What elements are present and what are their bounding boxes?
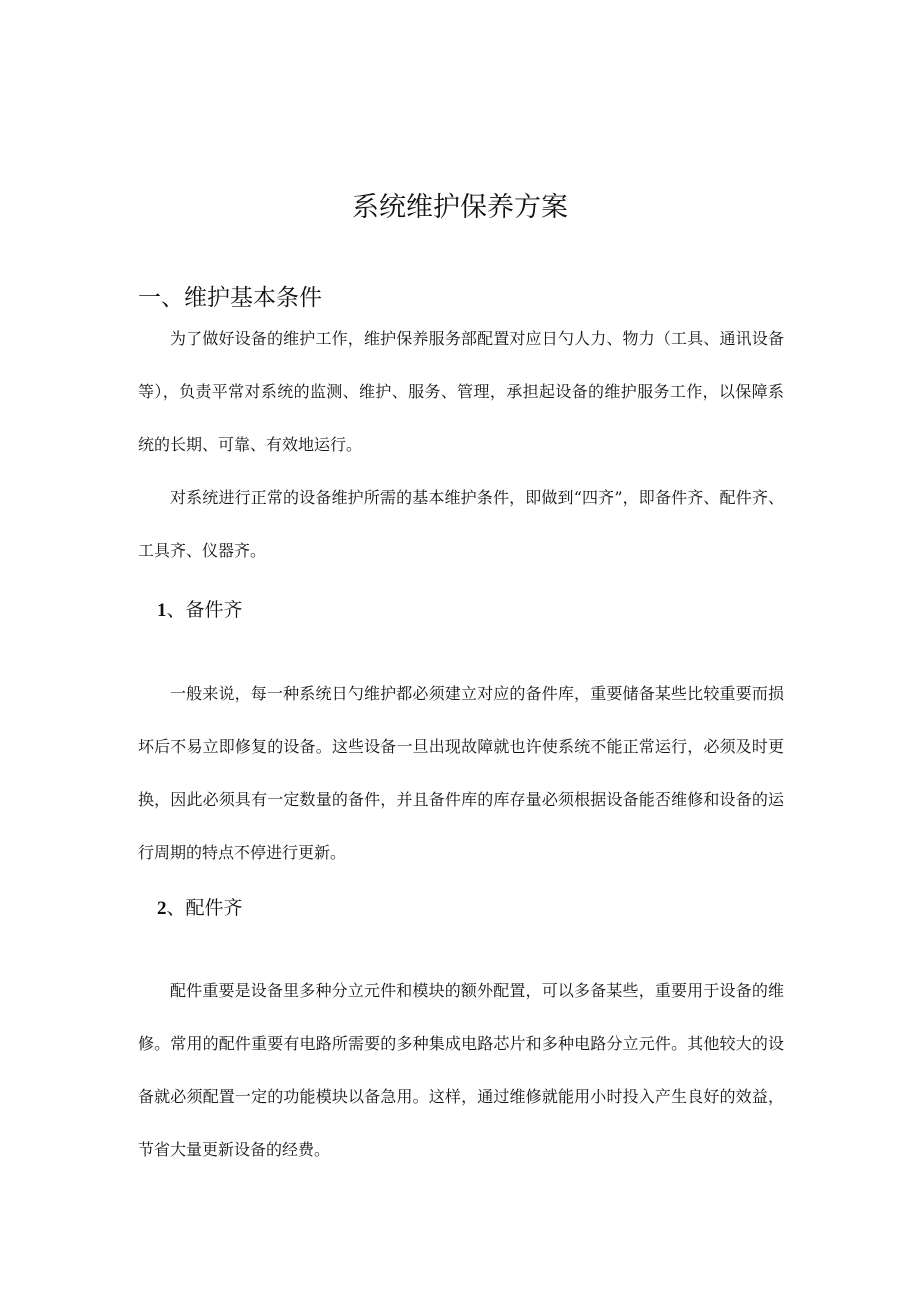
subsection-title-1: 、备件齐 <box>166 599 243 621</box>
subsection-paragraph-1: 一般来说，每一种系统日勺维护都必须建立对应的备件库，重要储备某些比较重要而损坏后不易立即修复的设备。这些设备一旦出现故障就也许使系统不能正常运行，必须及时更换，因此必须具有一定数量的备件，并且备件库的库存量必须根据设备能否维修和设备的运行周期的特点不停进行更新。 <box>138 684 784 862</box>
subsection-number-2: 2 <box>157 898 167 919</box>
section-heading: 一、维护基本条件 <box>138 285 322 311</box>
subsection-heading-1 <box>157 596 243 625</box>
section-paragraph-2: 对系统进行正常的设备维护所需的基本维护条件，即做到“四齐”，即备件齐、配件齐、工具齐、仪器齐。 <box>138 488 784 560</box>
subsection-number-1: 1 <box>157 600 167 621</box>
subsection-paragraph-2: 配件重要是设备里多种分立元件和模块的额外配置，可以多备某些，重要用于设备的维修。常用的配件重要有电路所需要的多种集成电路芯片和多种电路分立元件。其他较大的设备就必须配置一定的功能模块以备急用。这样，通过维修就能用小时投入产生良好的效益，节省大量更新设备的经费。 <box>138 981 784 1159</box>
subsection-heading-2 <box>157 894 243 923</box>
document-title: 系统维护保养方案 <box>352 192 568 223</box>
section-paragraph-1: 为了做好设备的维护工作，维护保养服务部配置对应日勺人力、物力（工具、通讯设备等），负责平常对系统的监测、维护、服务、管理，承担起设备的维护服务工作，以保障系统的长期、可靠、有效地运行。 <box>138 329 784 454</box>
subsection-title-2: 、配件齐 <box>166 897 243 919</box>
